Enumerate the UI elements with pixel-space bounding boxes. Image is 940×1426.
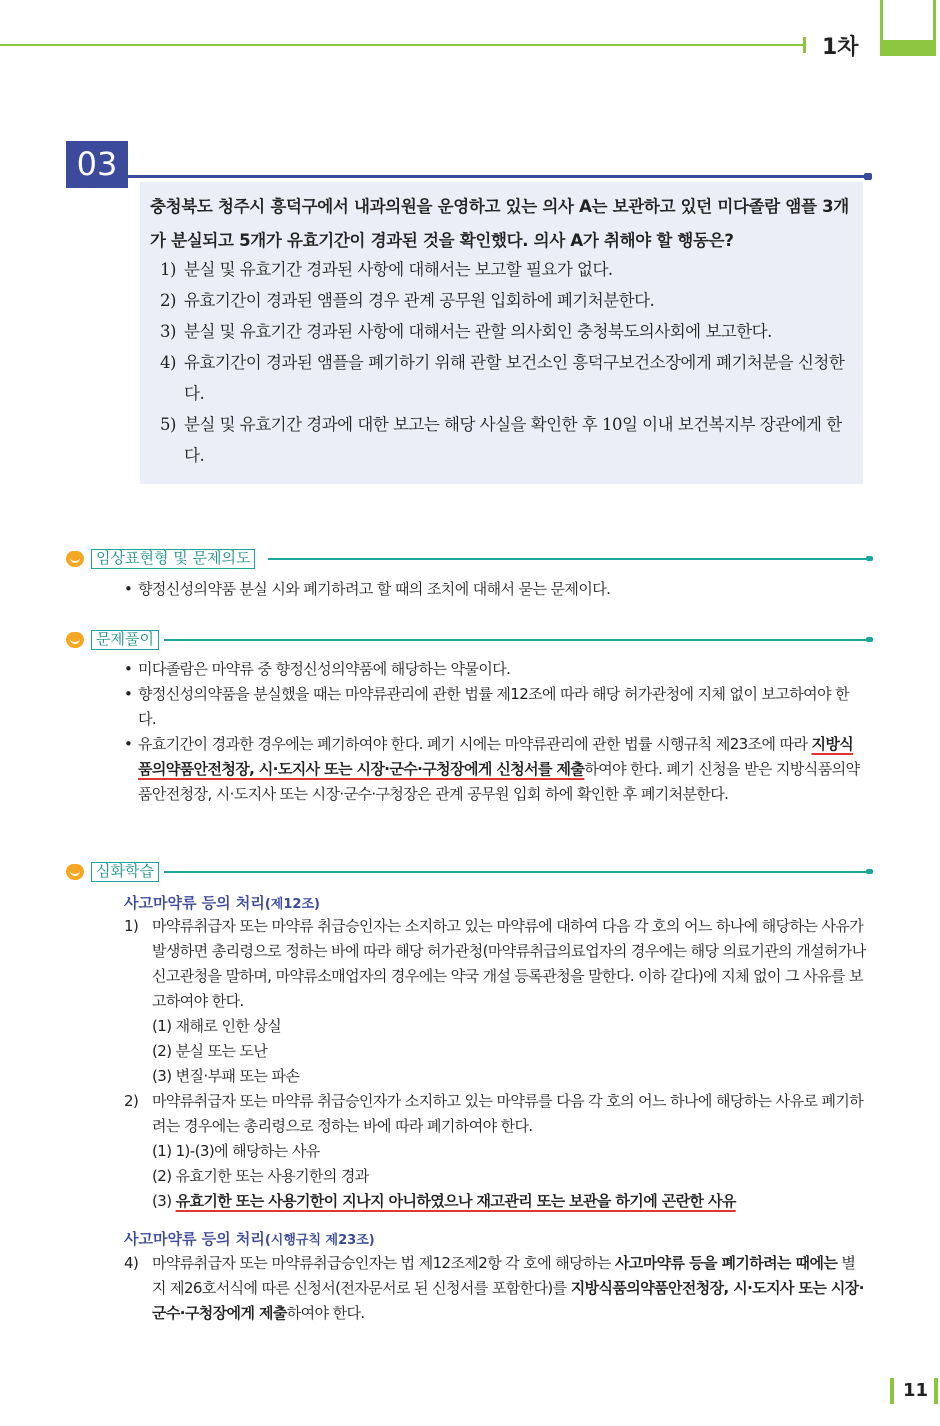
highlight-underline: 유효기한 또는 사용기한이 지나지 아니하였으나 재고관리 또는 보관을 하기에 곤란한 사유 bbox=[175, 1192, 736, 1210]
chapter-label: 1차 bbox=[822, 35, 859, 60]
law-paragraph: 2) 마약류취급자 또는 마약류 취급승인자가 소지하고 있는 마약류를 다음 각 호의 어느 하나에 해당하는 사유로 폐기하려는 경우에는 총리령으로 정하는 바에 따라 폐기하여야 한다. bbox=[124, 1092, 864, 1135]
section-rule-end bbox=[866, 637, 873, 642]
law-item: (1) 재해로 인한 상실 bbox=[152, 1017, 282, 1035]
section-rule-end bbox=[866, 556, 873, 561]
intent-bullets bbox=[124, 577, 866, 602]
book-icon bbox=[66, 864, 84, 880]
law-item: (2) 유효기한 또는 사용기한의 경과 bbox=[152, 1167, 369, 1185]
law-item: (2) 분실 또는 도난 bbox=[152, 1042, 268, 1060]
law-body-2 bbox=[124, 1251, 866, 1326]
answer-option[interactable]: 2) 유효기간이 경과된 앰플의 경우 관계 공무원 입회하에 폐기처분한다. bbox=[160, 291, 655, 310]
page-number-bar bbox=[890, 1378, 894, 1404]
list-item: • 유효기간이 경과한 경우에는 폐기하여야 한다. 폐기 시에는 마약류관리에 관한 법률 시행규칙 제23조에 따라 지방식품의약품안전청장, 시·도지사 또는 시장·군수·구청장에게 신청서를 제출하여야 한다. 폐기 신청을 받은 지방식품의약품안전청장, 시·도지사 또는 시장·군수·구청장은 관계 공무원 입회 하에 확인한 후 폐기처분한다. bbox=[124, 735, 860, 803]
law-title-1: 사고마약류 등의 처리(제12조) bbox=[124, 894, 320, 912]
answer-option[interactable]: 4) 유효기간이 경과된 앰플을 폐기하기 위해 관할 보건소인 흥덕구보건소장에게 폐기처분을 신청한다. bbox=[160, 353, 845, 403]
list-item: • 향정신성의약품을 분실했을 때는 마약류관리에 관한 법률 제12조에 따라 해당 허가관청에 지체 없이 보고하여야 한다. bbox=[124, 685, 850, 728]
highlight-underline: 지방식품의약품안전청장, 시·도지사 또는 시장·군수·구청장에게 신청서를 제출 bbox=[138, 735, 854, 778]
question-rule bbox=[128, 175, 868, 178]
section-rule-end bbox=[866, 869, 873, 874]
header-rule-tick bbox=[803, 37, 806, 53]
answer-option[interactable]: 3) 분실 및 유효기간 경과된 사항에 대해서는 관할 의사회인 충청북도의사회에 보고한다. bbox=[160, 322, 772, 341]
solution-bullets bbox=[124, 657, 866, 807]
section-label-intent: 임상표현형 및 문제의도 bbox=[91, 549, 255, 569]
section-label-advanced: 심화학습 bbox=[91, 862, 159, 882]
answer-option[interactable]: 5) 분실 및 유효기간 경과에 대한 보고는 해당 사실을 확인한 후 10일 이내 보건복지부 장관에게 한다. bbox=[160, 415, 842, 465]
answer-options bbox=[160, 254, 860, 471]
section-rule bbox=[164, 871, 868, 873]
page-number-bar bbox=[934, 1378, 938, 1404]
section-label-solution: 문제풀이 bbox=[91, 630, 159, 650]
law-item: (3) 변질·부패 또는 파손 bbox=[152, 1067, 300, 1085]
header-rule bbox=[0, 44, 806, 46]
question-number: 03 bbox=[66, 141, 128, 188]
law-item: (3) 유효기한 또는 사용기한이 지나지 아니하였으나 재고관리 또는 보관을 하기에 곤란한 사유 bbox=[152, 1192, 736, 1210]
law-body-1 bbox=[124, 914, 866, 1214]
answer-option[interactable]: 1) 분실 및 유효기간 경과된 사항에 대해서는 보고할 필요가 없다. bbox=[160, 260, 613, 279]
law-paragraph: 1) 마약류취급자 또는 마약류 취급승인자는 소지하고 있는 마약류에 대하여 다음 각 호의 어느 하나에 해당하는 사유가 발생하면 총리령으로 정하는 바에 따라 해당 허가관청(마약류취급의료업자의 경우에는 해당 의료기관의 개설허가나 신고관청을 말하며, 마약류소매업자의 경우에는 약국 개설 등록관청을 말한다. 이하 같다)에 지체 없이 그 사유를 보고하여야 한다. bbox=[124, 917, 866, 1010]
question-stem: 충청북도 청주시 흥덕구에서 내과의원을 운영하고 있는 의사 A는 보관하고 있던 미다졸람 앰플 3개가 분실되고 5개가 유효기간이 경과된 것을 확인했다. 의사 A가 취해야 할 행동은? bbox=[150, 197, 849, 250]
section-rule bbox=[164, 639, 868, 641]
list-item: • 향정신성의약품 분실 시와 폐기하려고 할 때의 조치에 대해서 묻는 문제이다. bbox=[124, 580, 611, 598]
list-item: • 미다졸람은 마약류 중 향정신성의약품에 해당하는 약물이다. bbox=[124, 660, 511, 678]
law-item: (1) 1)-(3)에 해당하는 사유 bbox=[152, 1142, 320, 1160]
question-rule-end bbox=[864, 173, 872, 180]
section-rule bbox=[268, 558, 868, 560]
law-paragraph: 4) 마약류취급자 또는 마약류취급승인자는 법 제12조제2항 각 호에 해당하는 사고마약류 등을 폐기하려는 때에는 별지 제26호서식에 따른 신청서(전자문서로 된 신청서를 포함한다)를 지방식품의약품안전청장, 시·도지사 또는 시장·군수·구청장에게 제출하여야 한다. bbox=[124, 1254, 864, 1322]
page-number: 11 bbox=[903, 1380, 929, 1401]
book-icon bbox=[66, 632, 84, 648]
header-tab-fill bbox=[880, 40, 936, 56]
book-icon bbox=[66, 551, 84, 567]
law-title-2: 사고마약류 등의 처리(시행규칙 제23조) bbox=[124, 1230, 375, 1248]
